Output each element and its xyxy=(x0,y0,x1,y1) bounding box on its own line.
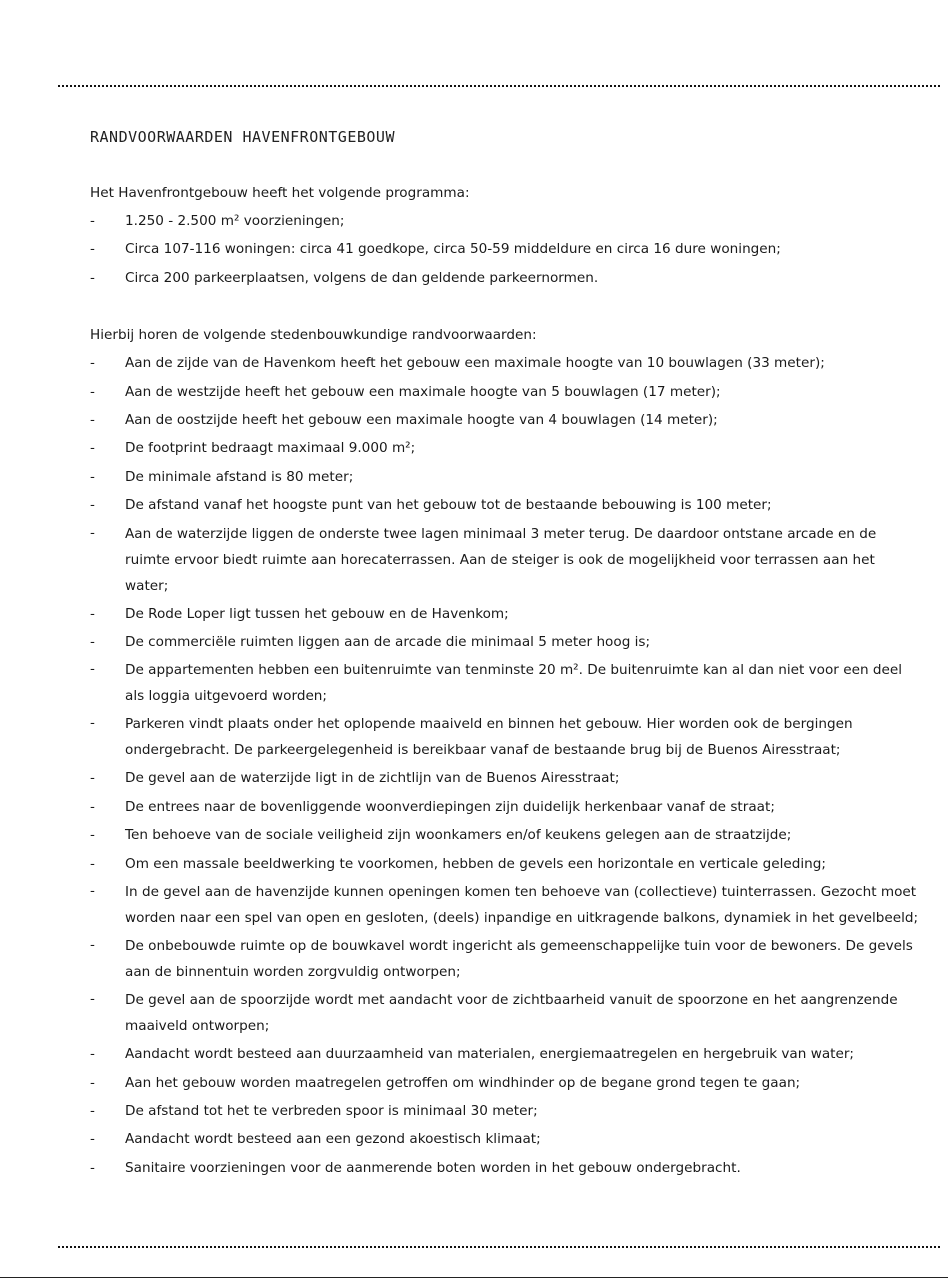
list-item: - 1.250 - 2.500 m² voorzieningen; xyxy=(90,207,920,235)
list-item: - In de gevel aan de havenzijde kunnen openingen komen ten behoeve van (collectieve) tuinterrassen. Gezocht moet worden naar een spel van open en gesloten, (deels) inpandige en uitkragende balkons, dynamiek in het gevelbeeld; xyxy=(90,878,920,932)
list-item: - Aandacht wordt besteed aan een gezond akoestisch klimaat; xyxy=(90,1125,920,1153)
list-item: - De gevel aan de waterzijde ligt in de zichtlijn van de Buenos Airesstraat; xyxy=(90,764,920,792)
program-intro: Het Havenfrontgebouw heeft het volgende programma: xyxy=(90,185,470,201)
list-item: - Aan de oostzijde heeft het gebouw een maximale hoogte van 4 bouwlagen (14 meter); xyxy=(90,406,920,434)
list-item: - De gevel aan de spoorzijde wordt met aandacht voor de zichtbaarheid vanuit de spoorzone en het aangrenzende maaiveld ontworpen; xyxy=(90,986,920,1040)
list-item: - Parkeren vindt plaats onder het oplopende maaiveld en binnen het gebouw. Hier worden ook de bergingen ondergebracht. De parkeergelegenheid is bereikbaar vanaf de bestaande brug bij de Buenos Airesstraat; xyxy=(90,710,920,764)
top-dotted-divider xyxy=(58,85,940,87)
list-item: - De appartementen hebben een buitenruimte van tenminste 20 m². De buitenruimte kan al dan niet voor een deel als loggia uitgevoerd worden; xyxy=(90,656,920,710)
list-item: - Sanitaire voorzieningen voor de aanmerende boten worden in het gebouw ondergebracht. xyxy=(90,1154,920,1182)
list-item: - Circa 200 parkeerplaatsen, volgens de dan geldende parkeernormen. xyxy=(90,264,920,292)
conditions-intro: Hierbij horen de volgende stedenbouwkundige randvoorwaarden: xyxy=(90,327,537,344)
page-edge-line xyxy=(0,1277,948,1278)
list-item: - De Rode Loper ligt tussen het gebouw en de Havenkom; xyxy=(90,600,920,628)
list-item: - De entrees naar de bovenliggende woonverdiepingen zijn duidelijk herkenbaar vanaf de straat; xyxy=(90,793,920,821)
list-item: - Aandacht wordt besteed aan duurzaamheid van materialen, energiemaatregelen en hergebruik van water; xyxy=(90,1040,920,1068)
list-item: - Ten behoeve van de sociale veiligheid zijn woonkamers en/of keukens gelegen aan de straatzijde; xyxy=(90,821,920,849)
list-item: - Circa 107-116 woningen: circa 41 goedkope, circa 50-59 middeldure en circa 16 dure woningen; xyxy=(90,235,920,263)
list-item: - Om een massale beeldwerking te voorkomen, hebben de gevels een horizontale en verticale geleding; xyxy=(90,850,920,878)
list-item: - Aan het gebouw worden maatregelen getroffen om windhinder op de begane grond tegen te gaan; xyxy=(90,1069,920,1097)
list-item: - De onbebouwde ruimte op de bouwkavel wordt ingericht als gemeenschappelijke tuin voor de bewoners. De gevels aan de binnentuin worden zorgvuldig ontworpen; xyxy=(90,932,920,986)
program-list xyxy=(90,207,920,292)
conditions-list xyxy=(90,349,920,1182)
bottom-dotted-divider xyxy=(58,1246,940,1248)
section-heading: RANDVOORWAARDEN HAVENFRONTGEBOUW xyxy=(90,128,395,146)
list-item: - Aan de westzijde heeft het gebouw een maximale hoogte van 5 bouwlagen (17 meter); xyxy=(90,378,920,406)
document-body xyxy=(90,126,920,1182)
list-item: - De commerciële ruimten liggen aan de arcade die minimaal 5 meter hoog is; xyxy=(90,628,920,656)
list-item: - De afstand tot het te verbreden spoor is minimaal 30 meter; xyxy=(90,1097,920,1125)
list-item: - Aan de zijde van de Havenkom heeft het gebouw een maximale hoogte van 10 bouwlagen (33 meter); xyxy=(90,349,920,377)
list-item: - De afstand vanaf het hoogste punt van het gebouw tot de bestaande bebouwing is 100 meter; xyxy=(90,491,920,519)
list-item: - De footprint bedraagt maximaal 9.000 m²; xyxy=(90,434,920,462)
list-item: - Aan de waterzijde liggen de onderste twee lagen minimaal 3 meter terug. De daardoor ontstane arcade en de ruimte ervoor biedt ruimte aan horecaterrassen. Aan de steiger is ook de mogelijkheid voor terrassen aan het water; xyxy=(90,520,920,600)
list-item: - De minimale afstand is 80 meter; xyxy=(90,463,920,491)
